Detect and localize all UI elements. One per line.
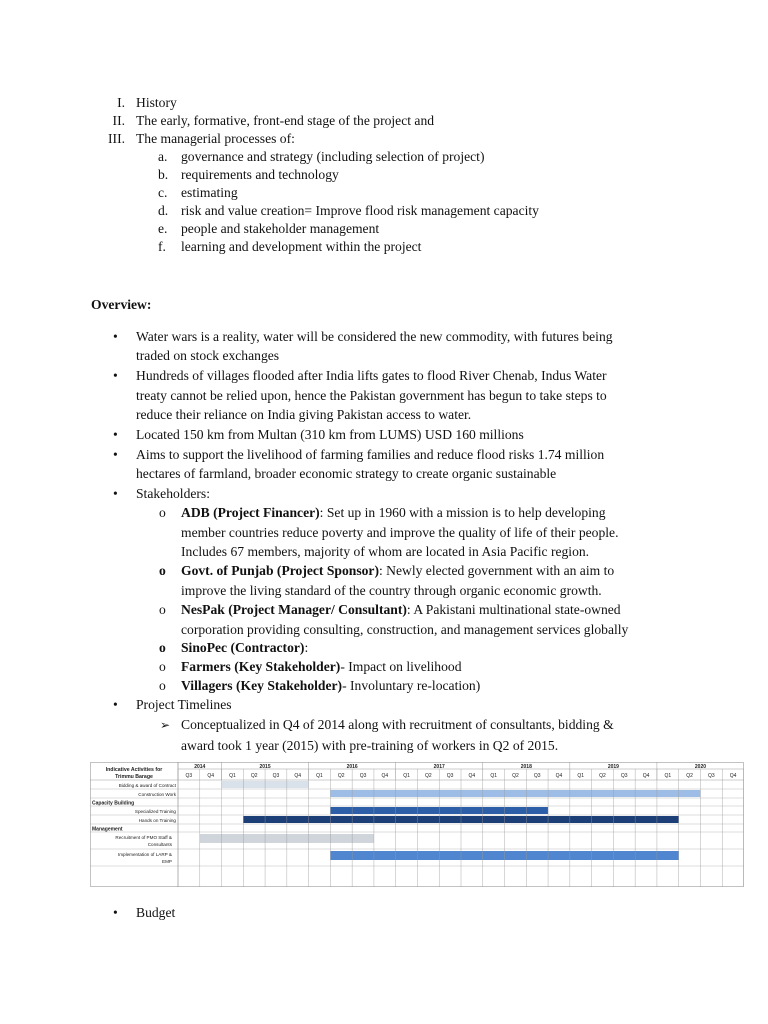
circle-bullet: o	[159, 563, 166, 578]
circle-bullet: o	[159, 659, 166, 674]
bullet-line: Hundreds of villages flooded after India lifts gates to flood River Chenab, Indus Water	[136, 368, 607, 383]
gantt-bar	[330, 790, 700, 797]
outline-marker: II.	[112, 113, 125, 128]
stakeholder-line	[181, 677, 480, 695]
bullet-line: Water wars is a reality, water will be considered the new commodity, with futures being	[136, 329, 613, 344]
gantt-row-label: Implementation of LARP &	[117, 852, 172, 857]
gantt-quarter-label: Q2	[337, 773, 345, 779]
gantt-quarter-label: Q4	[294, 773, 302, 779]
gantt-quarter-label: Q4	[555, 773, 563, 779]
stakeholder-line	[181, 504, 606, 522]
bullet-line: treaty cannot be relied upon, hence the Pakistan government has begun to take steps to	[136, 388, 607, 403]
sub-text: estimating	[181, 185, 238, 200]
sub-marker: f.	[158, 239, 166, 254]
gantt-year-label: 2016	[346, 764, 358, 770]
gantt-row-label: Specialized Training	[134, 809, 176, 814]
circle-bullet: o	[159, 602, 166, 617]
gantt-quarter-label: Q4	[729, 773, 737, 779]
stakeholder-desc: - Involuntary re-location)	[342, 678, 481, 693]
stakeholder-line	[181, 601, 621, 619]
sub-text: people and stakeholder management	[181, 221, 380, 236]
gantt-chart	[90, 762, 744, 887]
gantt-quarter-label: Q4	[642, 773, 650, 779]
bullet-line: hectares of farmland, broader economic strategy to create organic sustainable	[136, 466, 557, 481]
gantt-quarter-label: Q2	[425, 773, 432, 779]
bullet-line: reduce their reliance on India giving Pakistan access to water.	[136, 407, 472, 422]
gantt-quarter-label: Q1	[490, 773, 497, 779]
stakeholder-name: NesPak (Project Manager/ Consultant)	[181, 602, 407, 617]
gantt-quarter-label: Q3	[620, 773, 628, 779]
gantt-year-label: 2018	[520, 764, 532, 770]
gantt-quarter-label: Q3	[533, 773, 541, 779]
gantt-year-label: 2015	[259, 764, 271, 770]
bullet-dot: •	[113, 447, 118, 462]
gantt-quarter-label: Q1	[229, 773, 236, 779]
gantt-section-label: Capacity Building	[92, 800, 135, 807]
timelines-label: Project Timelines	[136, 697, 232, 712]
circle-bullet: o	[159, 640, 166, 655]
sub-marker: e.	[158, 221, 168, 236]
arrow-bullet-icon: ➢	[160, 718, 171, 732]
timeline-line: award took 1 year (2015) with pre-training of workers in Q2 of 2015.	[181, 738, 559, 753]
sub-text: risk and value creation= Improve flood risk management capacity	[181, 203, 539, 218]
sub-marker: b.	[158, 167, 169, 182]
gantt-row-label: Consultants	[147, 842, 172, 847]
bullet-dot: •	[113, 697, 118, 712]
sub-text: governance and strategy (including selection of project)	[181, 149, 485, 164]
gantt-row-label: Hands on Training	[138, 818, 176, 823]
stakeholder-name: ADB (Project Financer)	[181, 505, 320, 520]
gantt-header-title: Indicative Activities for	[105, 767, 163, 773]
gantt-header-title: Trimmu Barage	[115, 774, 153, 780]
stakeholder-line	[181, 562, 614, 580]
gantt-quarter-label: Q1	[577, 773, 585, 779]
gantt-quarter-label: Q2	[599, 773, 606, 779]
outline-text: The managerial processes of:	[136, 131, 295, 146]
gantt-quarter-label: Q3	[708, 773, 715, 779]
stakeholder-name: Villagers (Key Stakeholder)	[181, 678, 343, 693]
stakeholder-desc: : Newly elected government with an aim to	[378, 563, 615, 578]
stakeholder-name: Farmers (Key Stakeholder)	[181, 659, 341, 674]
sub-marker: a.	[158, 149, 168, 164]
overview-heading: Overview:	[91, 297, 152, 312]
gantt-section-label: Management	[92, 826, 123, 833]
stakeholder-line: improve the living standard of the country through organic economic growth.	[181, 583, 602, 598]
stakeholder-desc: - Impact on livelihood	[340, 659, 462, 674]
bullet-dot: •	[113, 905, 118, 920]
sub-text: requirements and technology	[181, 167, 339, 182]
gantt-quarter-label: Q1	[664, 773, 672, 779]
gantt-row-label: Construction Work	[138, 792, 176, 797]
stakeholder-name: Govt. of Punjab (Project Sponsor)	[181, 563, 379, 578]
outline-marker: III.	[108, 131, 125, 146]
gantt-quarter-label: Q3	[446, 773, 454, 779]
circle-bullet: o	[159, 678, 166, 693]
gantt-quarter-label: Q3	[272, 773, 280, 779]
sub-text: learning and development within the project	[181, 239, 422, 254]
gantt-year-label: 2020	[694, 764, 707, 770]
gantt-frame	[91, 763, 744, 887]
stakeholder-line: Includes 67 members, majority of whom are located in Asia Pacific region.	[181, 544, 590, 559]
bullet-line: traded on stock exchanges	[136, 348, 280, 363]
gantt-row-label: EMP	[162, 859, 172, 864]
gantt-quarter-label: Q2	[512, 773, 519, 779]
budget-label: Budget	[136, 905, 176, 920]
gantt-svg	[90, 762, 744, 887]
gantt-quarter-label: Q4	[207, 773, 214, 779]
bullet-dot: •	[113, 329, 118, 344]
gantt-quarter-label: Q2	[686, 773, 693, 779]
gantt-quarter-label: Q3	[185, 773, 193, 779]
gantt-row-label: Recruitment of PMO Staff &	[115, 835, 172, 840]
gantt-year-label: 2014	[194, 764, 206, 770]
gantt-quarter-label: Q1	[403, 773, 410, 779]
bullet-line: Stakeholders:	[136, 486, 210, 501]
gantt-row-label: Bidding & award of Contract	[118, 783, 176, 788]
gantt-quarter-label: Q4	[381, 773, 389, 779]
bullet-dot: •	[113, 427, 118, 442]
stakeholder-line	[181, 639, 308, 657]
timeline-line: Conceptualized in Q4 of 2014 along with recruitment of consultants, bidding &	[181, 717, 614, 732]
stakeholder-desc: :	[304, 640, 309, 655]
gantt-year-label: 2017	[433, 764, 445, 770]
bullet-line: Located 150 km from Multan (310 km from LUMS) USD 160 millions	[136, 427, 524, 442]
stakeholder-desc: : A Pakistani multinational state-owned	[406, 602, 621, 617]
outline-marker: I.	[117, 95, 125, 110]
gantt-quarter-label: Q1	[316, 773, 323, 779]
stakeholder-line	[181, 658, 462, 676]
sub-marker: d.	[158, 203, 169, 218]
bullet-dot: •	[113, 368, 118, 383]
stakeholder-line: corporation providing consulting, construction, and management services globally	[181, 622, 629, 637]
gantt-quarter-label: Q3	[359, 773, 367, 779]
stakeholder-line: member countries reduce poverty and improve the quality of life of their people.	[181, 525, 619, 540]
stakeholder-name: SinoPec (Contractor)	[181, 640, 305, 655]
gantt-year-label: 2019	[607, 764, 619, 770]
gantt-quarter-label: Q4	[468, 773, 476, 779]
bullet-line: Aims to support the livelihood of farming families and reduce flood risks 1.74 million	[136, 447, 605, 462]
outline-text: History	[136, 95, 177, 110]
outline-text: The early, formative, front-end stage of the project and	[136, 113, 435, 128]
stakeholder-desc: : Set up in 1960 with a mission is to help developing	[319, 505, 606, 520]
bullet-dot: •	[113, 486, 118, 501]
gantt-quarter-label: Q2	[250, 773, 258, 779]
sub-marker: c.	[158, 185, 168, 200]
circle-bullet: o	[159, 505, 166, 520]
